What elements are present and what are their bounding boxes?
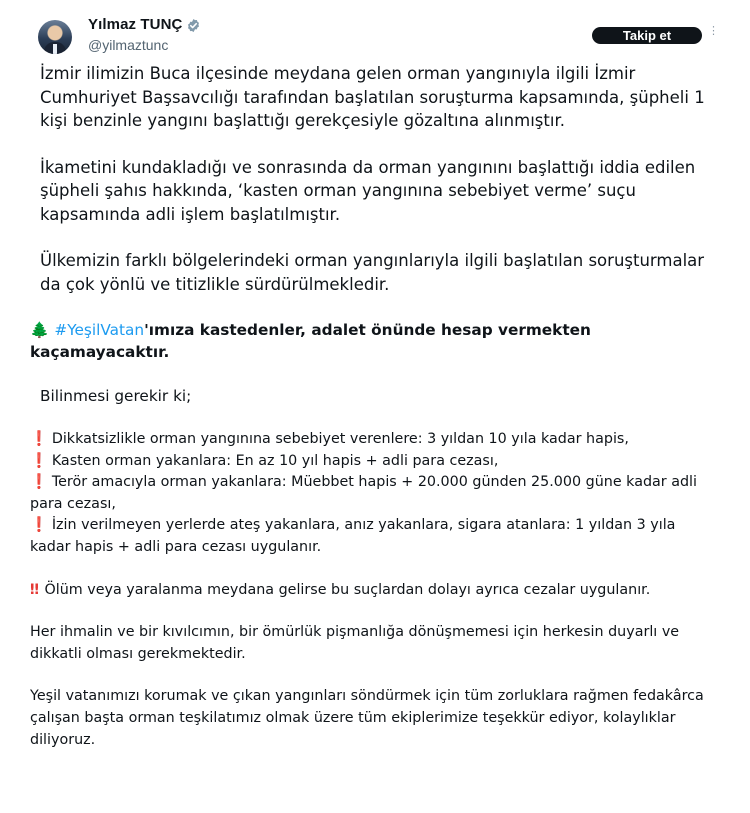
tree-icon: 🌲 (30, 321, 50, 339)
tweet-body (30, 62, 720, 751)
hashtag-sentence: 'ımıza kastedenler, adalet önünde hesap vermekten kaçamayacaktır. (30, 321, 591, 361)
tweet-paragraph-1: İzmir ilimizin Buca ilçesinde meydana gelen orman yangınıyla ilgili İzmir Cumhuriyet Başsavcılığı tarafından başlatılan soruşturma kapsamında, şüpheli 1 kişi benzinle yangını başlattığı gerekçesiyle gözaltına alınmıştır. (40, 64, 705, 130)
more-options-icon[interactable]: ⋮ (708, 24, 719, 37)
avatar[interactable] (38, 20, 72, 54)
tweet-paragraph-awareness: Her ihmalin ve bir kıvılcımın, bir ömürlük pişmanlığa dönüşmemesi için herkesin duyarlı ve dikkatli olması gerekmektedir. (30, 624, 680, 662)
exclamation-icon: ❗ (30, 517, 48, 534)
tweet-paragraph-thanks: Yeşil vatanımızı korumak ve çıkan yangınları söndürmek için tüm zorluklara rağmen fedakârca çalışan başta orman teşkilatımız olmak üzere tüm ekiplerimize teşekkür ediyor, kolaylıklar diliyoruz. (30, 688, 704, 748)
tweet-paragraph-intro: Bilinmesi gerekir ki; (40, 387, 192, 405)
exclamation-icon: ❗ (30, 452, 48, 469)
tweet-paragraph-3: Ülkemizin farklı bölgelerindeki orman yangınlarıyla ilgili başlatılan soruşturmalar da çok yönlü ve titizlikle sürdürülmekledir. (40, 251, 705, 294)
penalty-item: ❗ İzin verilmeyen yerlerde ateş yakanlara, anız yakanlara, sigara atanlara: 1 yıldan 3 yıla kadar hapis + adli para cezası uygulanır. (30, 517, 676, 555)
verified-badge-icon (186, 18, 201, 33)
penalty-item: ❗ Terör amacıyla orman yakanlara: Müebbet hapis + 20.000 günden 25.000 güne kadar adli para cezası, (30, 474, 697, 512)
follow-button[interactable]: Takip et (592, 27, 702, 44)
author-handle[interactable]: @yilmaztunc (88, 37, 169, 53)
tweet-header (0, 0, 750, 60)
exclamation-icon: ❗ (30, 474, 48, 491)
tweet-paragraph-2: İkametini kundakladığı ve sonrasında da orman yangınını başlattığı iddia edilen şüpheli şahıs hakkında, ‘kasten orman yangınına sebebiyet verme’ suçu kapsamında adli işlem başlatılmıştır. (40, 157, 696, 224)
penalty-item: ❗ Kasten orman yakanlara: En az 10 yıl hapis + adli para cezası, (30, 452, 499, 469)
tweet-paragraph-hashtag (30, 319, 720, 363)
penalty-item: ❗ Dikkatsizlikle orman yangınına sebebiyet verenlere: 3 yıldan 10 yıla kadar hapis, (30, 431, 629, 447)
avatar-shirt (53, 44, 57, 54)
tweet-paragraph-death-injury: ‼ Ölüm veya yaralanma meydana gelirse bu suçlardan dolayı ayrıca cezalar uygulanır. (30, 581, 651, 598)
double-exclamation-icon: ‼ (30, 581, 36, 598)
exclamation-icon: ❗ (30, 431, 48, 447)
author-name[interactable]: Yılmaz TUNÇ (88, 16, 183, 33)
hashtag-link[interactable]: #YeşilVatan (54, 321, 145, 339)
penalty-list (30, 429, 720, 751)
